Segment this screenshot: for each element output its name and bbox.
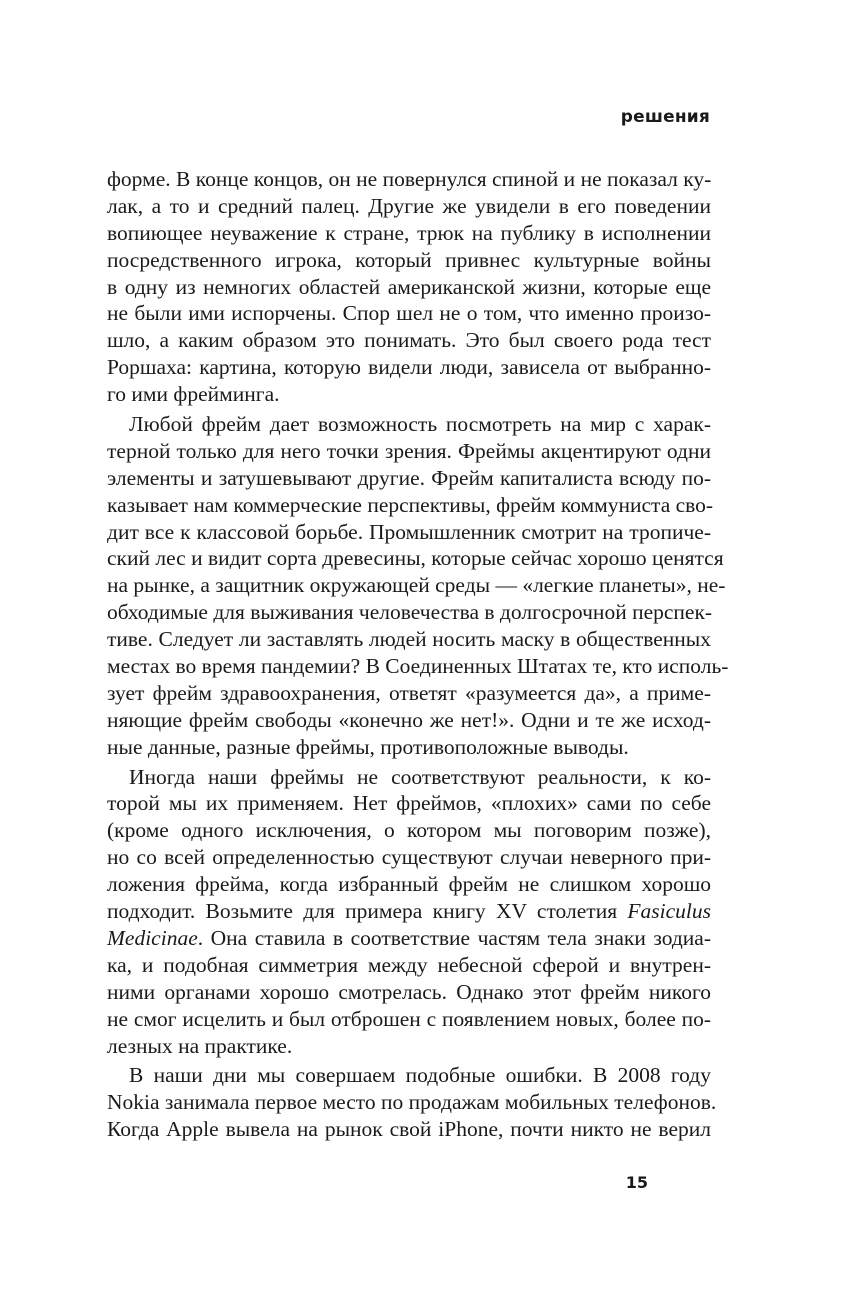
running-head: решения [620, 107, 710, 127]
text-line: но со всей определенностью существуют случаи неверного при- [107, 845, 711, 870]
text-line: Nokia занимала первое место по продажам мобильных телефонов. [107, 1090, 717, 1115]
text-line: ные данные, разные фреймы, противоположные выводы. [107, 734, 629, 759]
text-line: Когда Apple вывела на рынок свой iPhone, почти никто не верил [107, 1117, 711, 1142]
page-number: 15 [625, 1173, 648, 1192]
text-line: элементы и затушевывают другие. Фрейм капиталиста всюду по- [107, 465, 711, 490]
text-line: шло, а каким образом это понимать. Это был своего рода тест [107, 328, 711, 353]
book-title-italic: Fasiculus [627, 899, 711, 924]
text-line: не были ими испорчены. Спор шел не о том, что именно произо- [107, 301, 711, 326]
text-segment: . Она ставила в соответствие частям тела знаки зодиа- [197, 925, 711, 950]
text-line: терной только для него точки зрения. Фреймы акцентируют одни [107, 438, 711, 463]
text-line: ними органами хорошо смотрелась. Однако этот фрейм никого [107, 979, 711, 1004]
text-line: лак, а то и средний палец. Другие же увидели в его поведении [107, 193, 711, 218]
text-line: обходимые для выживания человечества в долгосрочной перспек- [107, 600, 713, 625]
book-title-italic: Medicinae [107, 925, 198, 950]
text-line: Любой фрейм дает возможность посмотреть на мир с харак- [129, 412, 711, 437]
text-segment: подходит. Возьмите для примера книгу XV столетия [107, 899, 618, 924]
text-line: местах во время пандемии? В Соединенных Штатах те, кто исполь- [107, 654, 729, 679]
text-line: ский лес и видит сорта древесины, которые сейчас хорошо ценятся [107, 546, 724, 571]
text-line: го ими фрейминга. [107, 382, 280, 407]
text-line: вопиющее неуважение к стране, трюк на публику в исполнении [107, 220, 711, 245]
text-line [107, 898, 711, 925]
text-line: няющие фрейм свободы «конечно же нет!». Одни и те же исход- [107, 707, 711, 732]
text-line: дит все к классовой борьбе. Промышленник смотрит на тропиче- [107, 519, 711, 544]
text-line: в одну из немногих областей американской жизни, которые еще [107, 274, 711, 299]
text-line: (кроме одного исключения, о котором мы поговорим позже), [107, 818, 711, 843]
text-line: ка, и подобная симметрия между небесной сферой и внутрен- [107, 952, 711, 977]
text-line [107, 925, 711, 952]
text-line: В наши дни мы совершаем подобные ошибки. В 2008 году [129, 1063, 711, 1088]
text-line: казывает нам коммерческие перспективы, фрейм коммуниста сво- [107, 492, 714, 517]
text-line: лезных на практике. [107, 1033, 293, 1058]
text-line: Иногда наши фреймы не соответствуют реальности, к ко- [129, 764, 711, 789]
text-line: форме. В конце концов, он не повернулся спиной и не показал ку- [107, 167, 712, 191]
text-line: торой мы их применяем. Нет фреймов, «плохих» сами по себе [107, 791, 711, 816]
text-line: зует фрейм здравоохранения, ответят «разумеется да», а приме- [107, 680, 711, 705]
body-text [107, 166, 729, 1143]
text-line: тиве. Следует ли заставлять людей носить маску в общественных [107, 627, 711, 652]
text-line: ложения фрейма, когда избранный фрейм не слишком хорошо [107, 872, 711, 897]
text-line: посредственного игрока, который привнес культурные войны [107, 247, 711, 272]
text-line: на рынке, а защитник окружающей среды — «легкие планеты», не- [107, 573, 726, 598]
text-line: Роршаха: картина, которую видели люди, зависела от выбранно- [107, 355, 711, 380]
text-line: не смог исцелить и был отброшен с появлением новых, более по- [107, 1006, 711, 1031]
